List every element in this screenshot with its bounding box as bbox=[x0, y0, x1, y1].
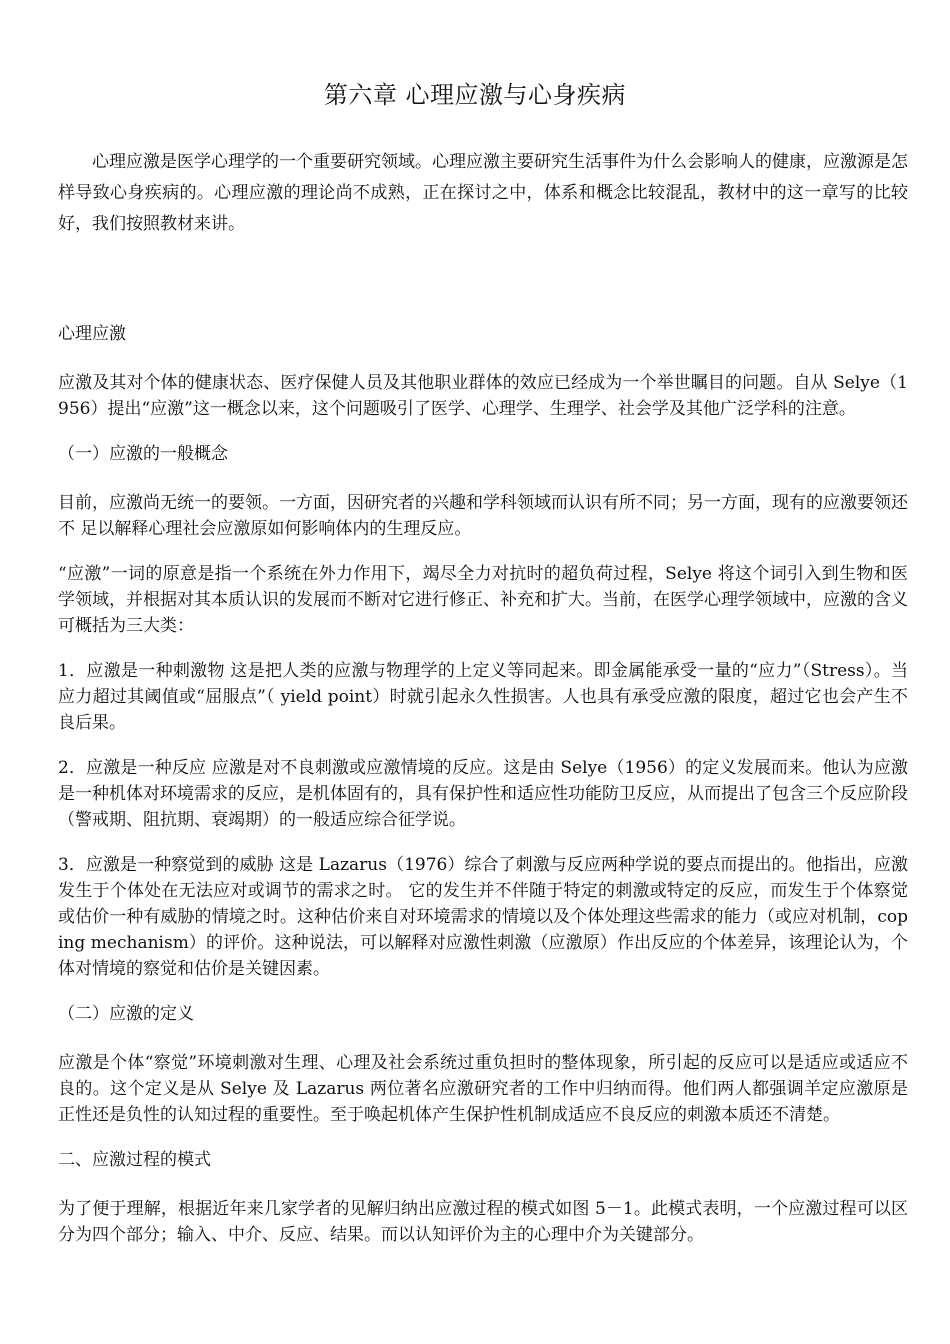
paragraph-spacer bbox=[58, 1027, 908, 1050]
paragraph-spacer bbox=[58, 422, 908, 441]
paragraph-original-meaning: “应激”一词的原意是指一个系统在外力作用下，竭尽全力对抗时的超负荷过程，Selye 将这个词引入到生物和医学领域，并根据对其本质认识的发展而不断对它进行修正、补充和扩大。当前，在医学心理学领域中，应激的含义可概括为三大类： bbox=[58, 564, 908, 636]
list-item-stimulus: 1．应激是一种刺激物 这是把人类的应激与物理学的上定义等同起来。即金属能承受一量的“应力”（Stress）。当应力超过其阈值或“屈服点”（ yield point）时就引起永久性损害。人也具有承受应激的限度，超过它也会产生不良后果。 bbox=[58, 661, 908, 733]
section-spacer bbox=[58, 240, 908, 321]
paragraph-definition: 应激是个体“察觉”环境刺激对生理、心理及社会系统过重负担时的整体现象，所引起的反应可以是适应或适应不良的。这个定义是从 Selye 及 Lazarus 两位著名应激研究者的工作中归纳而得。他们两人都强调羊定应激原是正性还是负性的认知过程的重要性。至于唤起机体产生保护性机制成适应不良反应的刺激本质还不清楚。 bbox=[58, 1053, 908, 1125]
list-item-perceived-threat: 3．应激是一种察觉到的威胁 这是 Lazarus（1976）综合了刺激与反应两种学说的要点而提出的。他指出，应激发生于个体处在无法应对或调节的需求之时。 它的发生并不伴随于特定的刺激或特定的反应，而发生于个体察觉或估价一种有威胁的情境之时。这种估价来自对环境需求的情境以及个体处理这些需求的能力（或应对机制，coping mechanism）的评价。这种说法，可以解释对应激性刺激（应激原）作出反应的个体差异，该理论认为，个体对情境的察觉和估价是关键因素。 bbox=[58, 855, 908, 979]
paragraph-stress-overview: 应激及其对个体的健康状态、医疗保健人员及其他职业群体的效应已经成为一个举世瞩目的问题。自从 Selye（1956）提出“应激”这一概念以来，这个问题吸引了医学、心理学、生理学、社会学及其他广泛学科的注意。 bbox=[58, 373, 908, 419]
paragraph-spacer bbox=[58, 736, 908, 755]
document-content bbox=[58, 147, 908, 1248]
paragraph-spacer bbox=[58, 1128, 908, 1147]
paragraph-no-unified-definition: 目前，应激尚无统一的要领。一方面，因研究者的兴趣和学科领域而认识有所不同；另一方面，现有的应激要领还不 足以解释心理社会应激原如何影响体内的生理反应。 bbox=[58, 493, 908, 539]
paragraph-spacer bbox=[58, 542, 908, 561]
section-heading-psych-stress: 心理应激 bbox=[58, 324, 126, 344]
intro-paragraph: 心理应激是医学心理学的一个重要研究领域。心理应激主要研究生活事件为什么会影响人的健康，应激源是怎样导致心身疾病的。心理应激的理论尚不成熟，正在探讨之中，体系和概念比较混乱，教材中的这一章写的比较好，我们按照教材来讲。 bbox=[58, 152, 908, 234]
document-title: 第六章 心理应激与心身疾病 bbox=[323, 81, 627, 109]
paragraph-process-model: 为了便于理解，根据近年来几家学者的见解归纳出应激过程的模式如图 5－1。此模式表明，一个应激过程可以区分为四个部分；输入、中介、反应、结果。而以认知评价为主的心理中介为关键部分。 bbox=[58, 1199, 908, 1245]
paragraph-spacer bbox=[58, 639, 908, 658]
subheading-definition: （二）应激的定义 bbox=[58, 1004, 194, 1024]
paragraph-spacer bbox=[58, 982, 908, 1001]
paragraph-spacer bbox=[58, 347, 908, 370]
paragraph-spacer bbox=[58, 1173, 908, 1196]
section-heading-process-model: 二、应激过程的模式 bbox=[58, 1150, 211, 1170]
list-item-response: 2．应激是一种反应 应激是对不良刺激或应激情境的反应。这是由 Selye（1956）的定义发展而来。他认为应激是一种机体对环境需求的反应，是机体固有的，具有保护性和适应性功能防卫反应，从而提出了包含三个反应阶段（警戒期、阻抗期、衰竭期）的一般适应综合征学说。 bbox=[58, 758, 908, 830]
paragraph-spacer bbox=[58, 467, 908, 490]
paragraph-spacer bbox=[58, 833, 908, 852]
subheading-general-concept: （一）应激的一般概念 bbox=[58, 444, 228, 464]
